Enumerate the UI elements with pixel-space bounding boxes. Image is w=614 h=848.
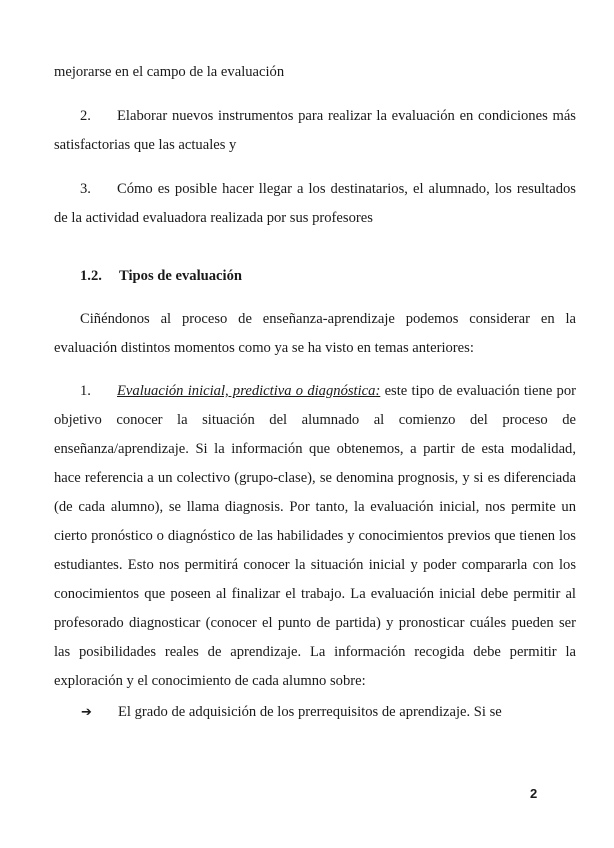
intro-line: mejorarse en el campo de la evaluación bbox=[54, 64, 285, 80]
item-description: este tipo de evaluación tiene por objetivo conocer la situación del alumnado al comienzo del proceso de enseñanza/aprendizaje. Si la información que obtenemos, a partir de esta modalidad, hace referencia a un colectivo (grupo-clase), se denomina prognosis, y si es diferenciada (de cada alumno), se llama diagnosis. Por tanto, la evaluación inicial, nos permite un cierto pronóstico o diagnóstico de las habilidades y conocimientos previos que tienen los estudiantes. Esto nos permitirá conocer la situación inicial y poder compararla con los conocimientos que poseen al finalizar el trabajo. La evaluación inicial debe permitir al profesorado diagnosticar (conocer el punto de partida) y pronosticar cuáles pueden ser las posibilidades reales de aprendizaje. La información recogida debe permitir la exploración y el conocimiento de cada alumno sobre: bbox=[54, 383, 576, 689]
section-number: 1.2. bbox=[80, 268, 102, 284]
section-heading bbox=[54, 262, 576, 291]
page-number: 2 bbox=[530, 786, 538, 801]
arrow-bullet-icon: ➔ bbox=[81, 705, 92, 720]
list-item-number: 3. bbox=[80, 181, 91, 197]
list-item-2 bbox=[54, 102, 576, 160]
list-item-text: Cómo es posible hacer llegar a los destinatarios, el alumnado, los resultados de la actividad evaluadora realizada por sus profesores bbox=[54, 181, 576, 226]
evaluation-type-item-1 bbox=[54, 377, 576, 696]
section-title: Tipos de evaluación bbox=[119, 268, 242, 284]
bullet-text: El grado de adquisición de los prerrequisitos de aprendizaje. Si se bbox=[118, 704, 502, 720]
document-page bbox=[54, 58, 576, 727]
list-item-3 bbox=[54, 175, 576, 233]
term-evaluacion-inicial: Evaluación inicial, predictiva o diagnóstica bbox=[117, 383, 376, 399]
term-colon: : bbox=[375, 383, 381, 399]
list-item-text: Elaborar nuevos instrumentos para realizar la evaluación en condiciones más satisfactorias que las actuales y bbox=[54, 108, 576, 153]
intro-paragraph: Ciñéndonos al proceso de enseñanza-aprendizaje podemos considerar en la evaluación distintos momentos como ya se ha visto en temas anteriores: bbox=[54, 311, 576, 356]
list-item-number: 2. bbox=[80, 108, 91, 124]
bullet-item bbox=[54, 698, 576, 727]
list-item-number: 1. bbox=[80, 383, 91, 399]
